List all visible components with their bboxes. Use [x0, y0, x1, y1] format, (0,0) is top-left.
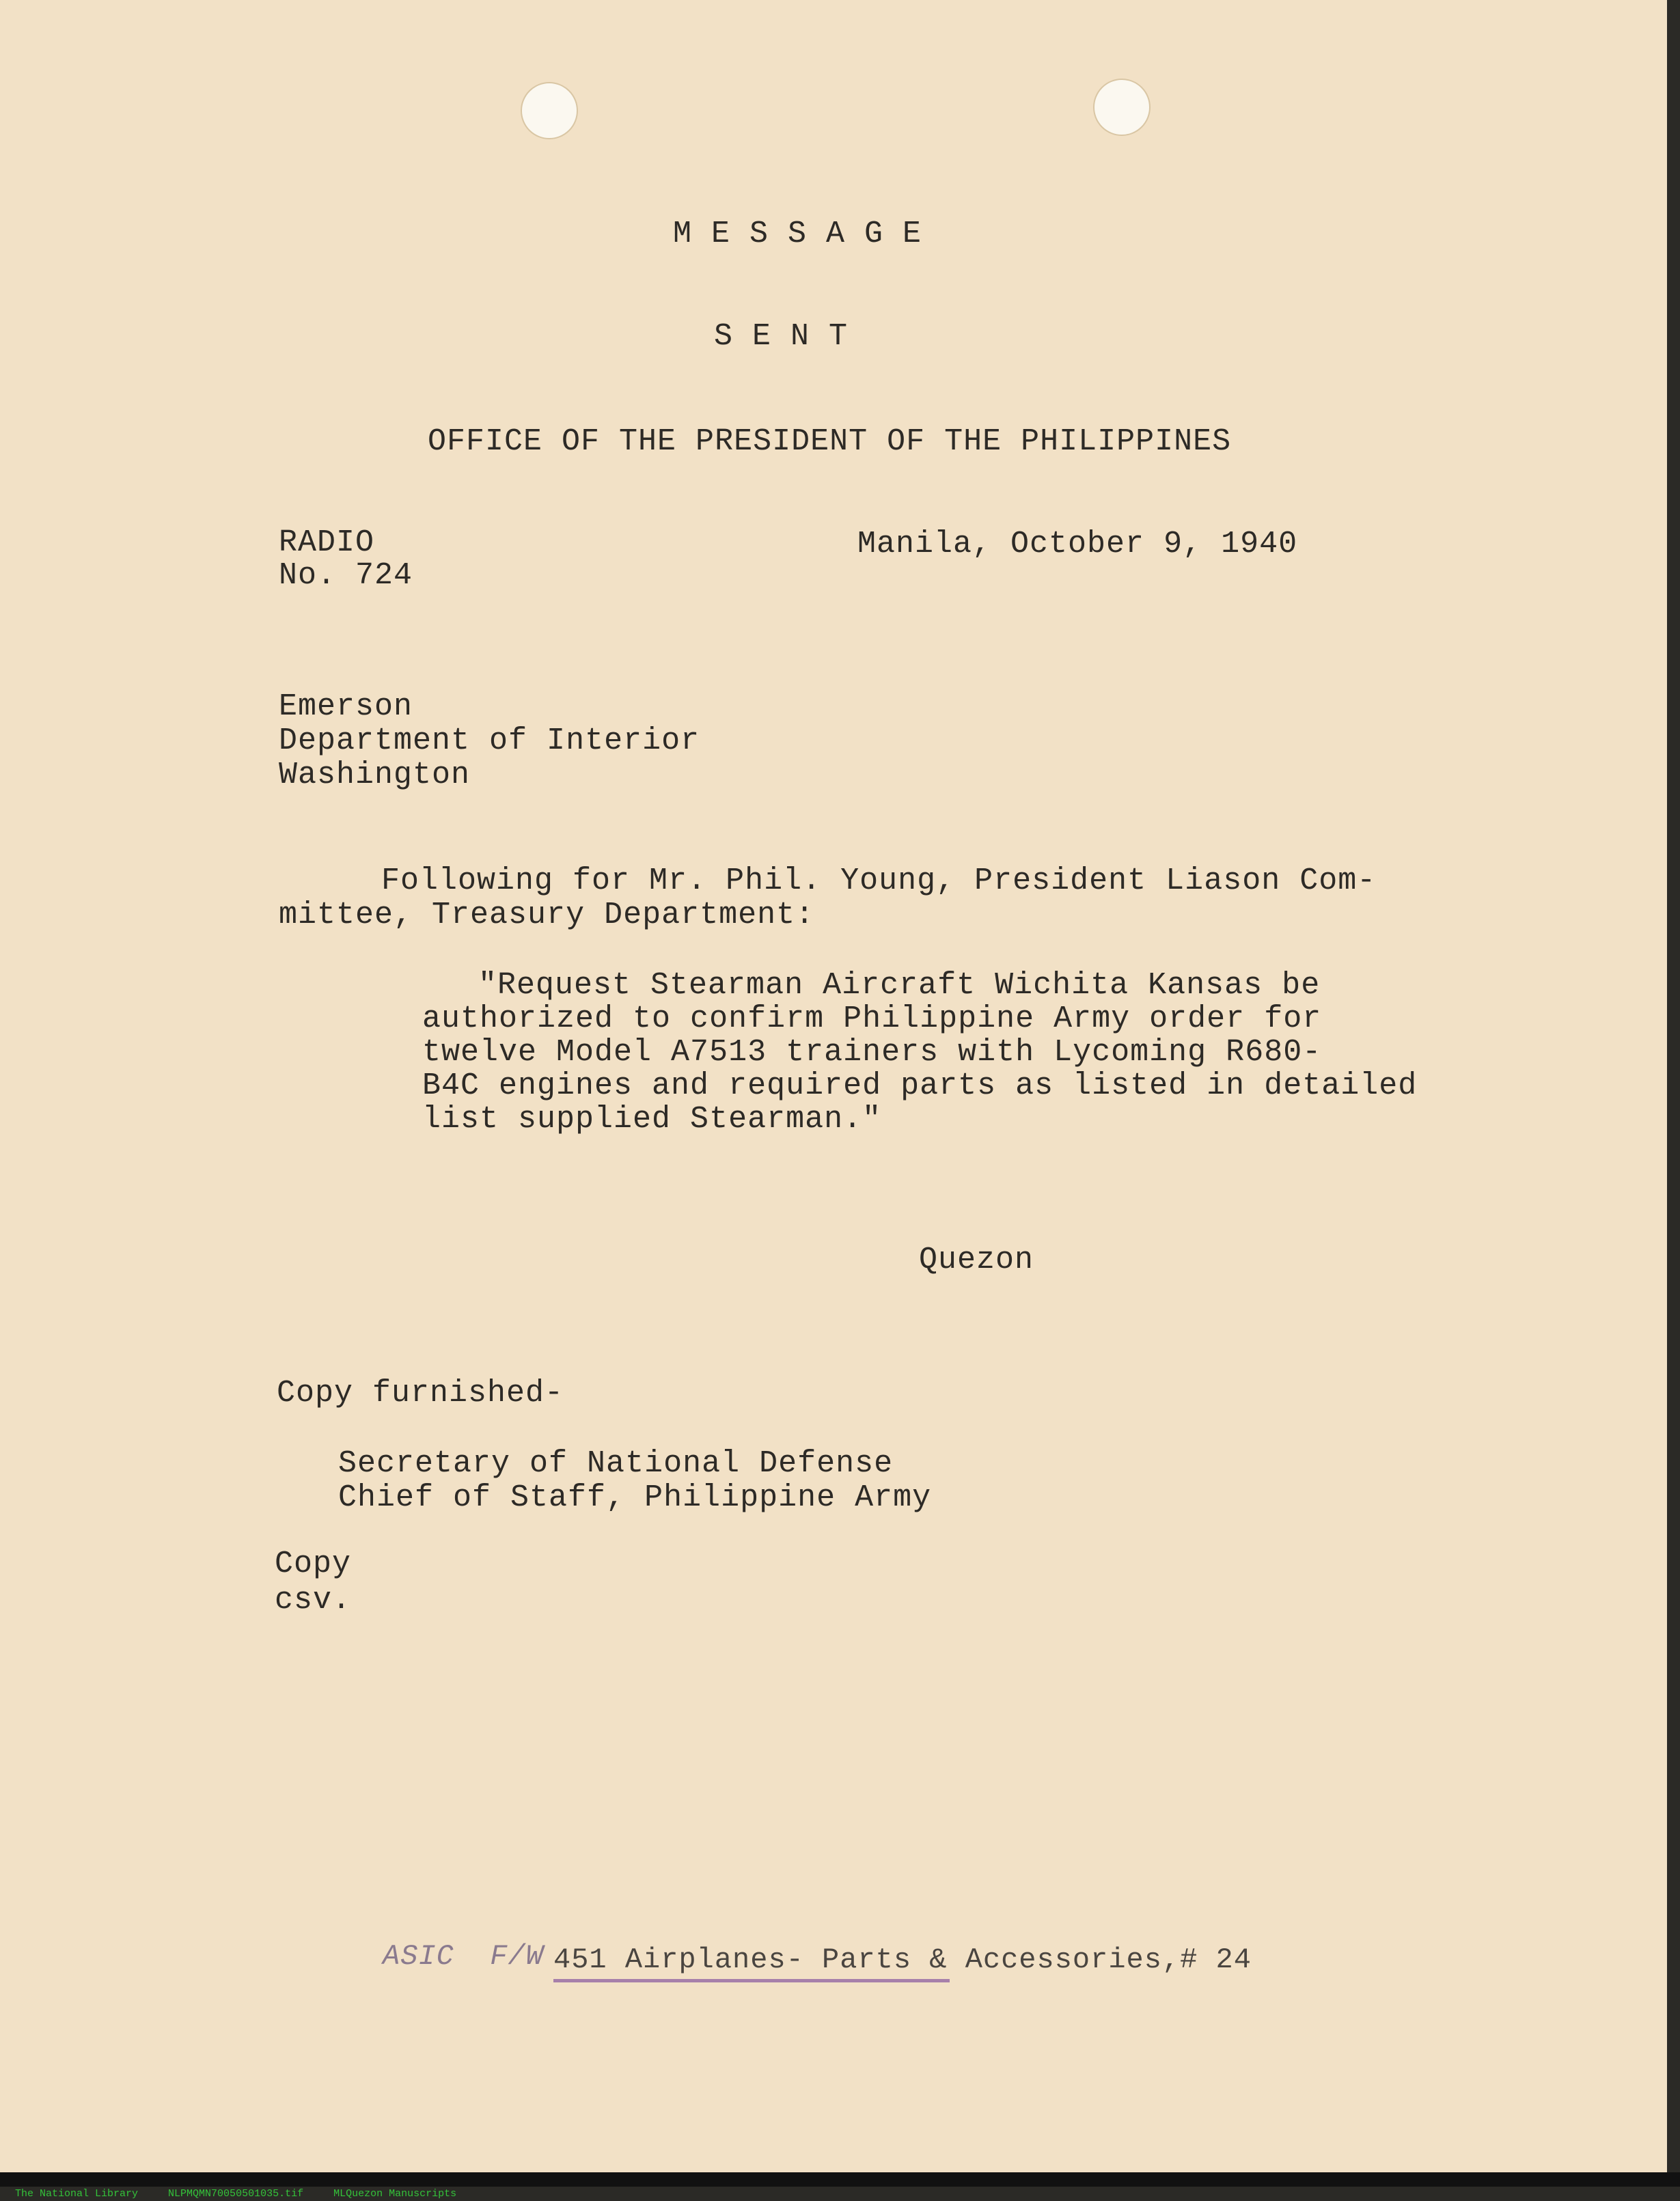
addressee-name: Emerson — [279, 689, 413, 724]
filing-underline — [553, 1979, 950, 1982]
signature: Quezon — [919, 1243, 1034, 1277]
radio-label: RADIO — [279, 525, 375, 560]
intro-line-2: mittee, Treasury Department: — [279, 898, 815, 932]
copy-recipient-1: Secretary of National Defense — [338, 1446, 894, 1481]
filing-stamp: ASIC F/W — [383, 1940, 544, 1973]
copy-label: Copy — [275, 1547, 352, 1581]
copy-recipient-2: Chief of Staff, Philippine Army — [338, 1480, 932, 1515]
scan-footer — [0, 2172, 1680, 2200]
intro-line-1: Following for Mr. Phil. Young, President Liason Com- — [381, 863, 1377, 898]
place-date: Manila, October 9, 1940 — [857, 527, 1298, 562]
footer-library: The National Library — [15, 2188, 139, 2200]
addressee-department: Department of Interior — [279, 723, 700, 758]
footer-file: NLPMQMN70050501035.tif — [168, 2188, 304, 2200]
radio-number: No. 724 — [279, 558, 413, 593]
copy-initials: csv. — [275, 1583, 352, 1618]
quote-line-3: twelve Model A7513 trainers with Lycoming R680- — [422, 1035, 1322, 1070]
header-message: M E S S A G E — [673, 217, 922, 251]
quote-line-4: B4C engines and required parts as listed in detailed — [422, 1068, 1418, 1103]
copy-furnished-heading: Copy furnished- — [277, 1376, 564, 1411]
punch-hole-left — [521, 82, 578, 139]
quote-line-5: list supplied Stearman." — [422, 1102, 882, 1137]
quote-line-2: authorized to confirm Philippine Army order for — [422, 1001, 1322, 1036]
addressee-city: Washington — [279, 758, 471, 792]
footer-collection: MLQuezon Manuscripts — [333, 2188, 457, 2200]
filing-reference: 451 Airplanes- Parts & Accessories,# 24 — [553, 1943, 1252, 1976]
header-sent: S E N T — [714, 319, 849, 354]
header-office: OFFICE OF THE PRESIDENT OF THE PHILIPPINES — [428, 424, 1232, 459]
punch-hole-right — [1093, 79, 1151, 136]
quote-line-1: "Request Stearman Aircraft Wichita Kansas be — [478, 968, 1321, 1003]
